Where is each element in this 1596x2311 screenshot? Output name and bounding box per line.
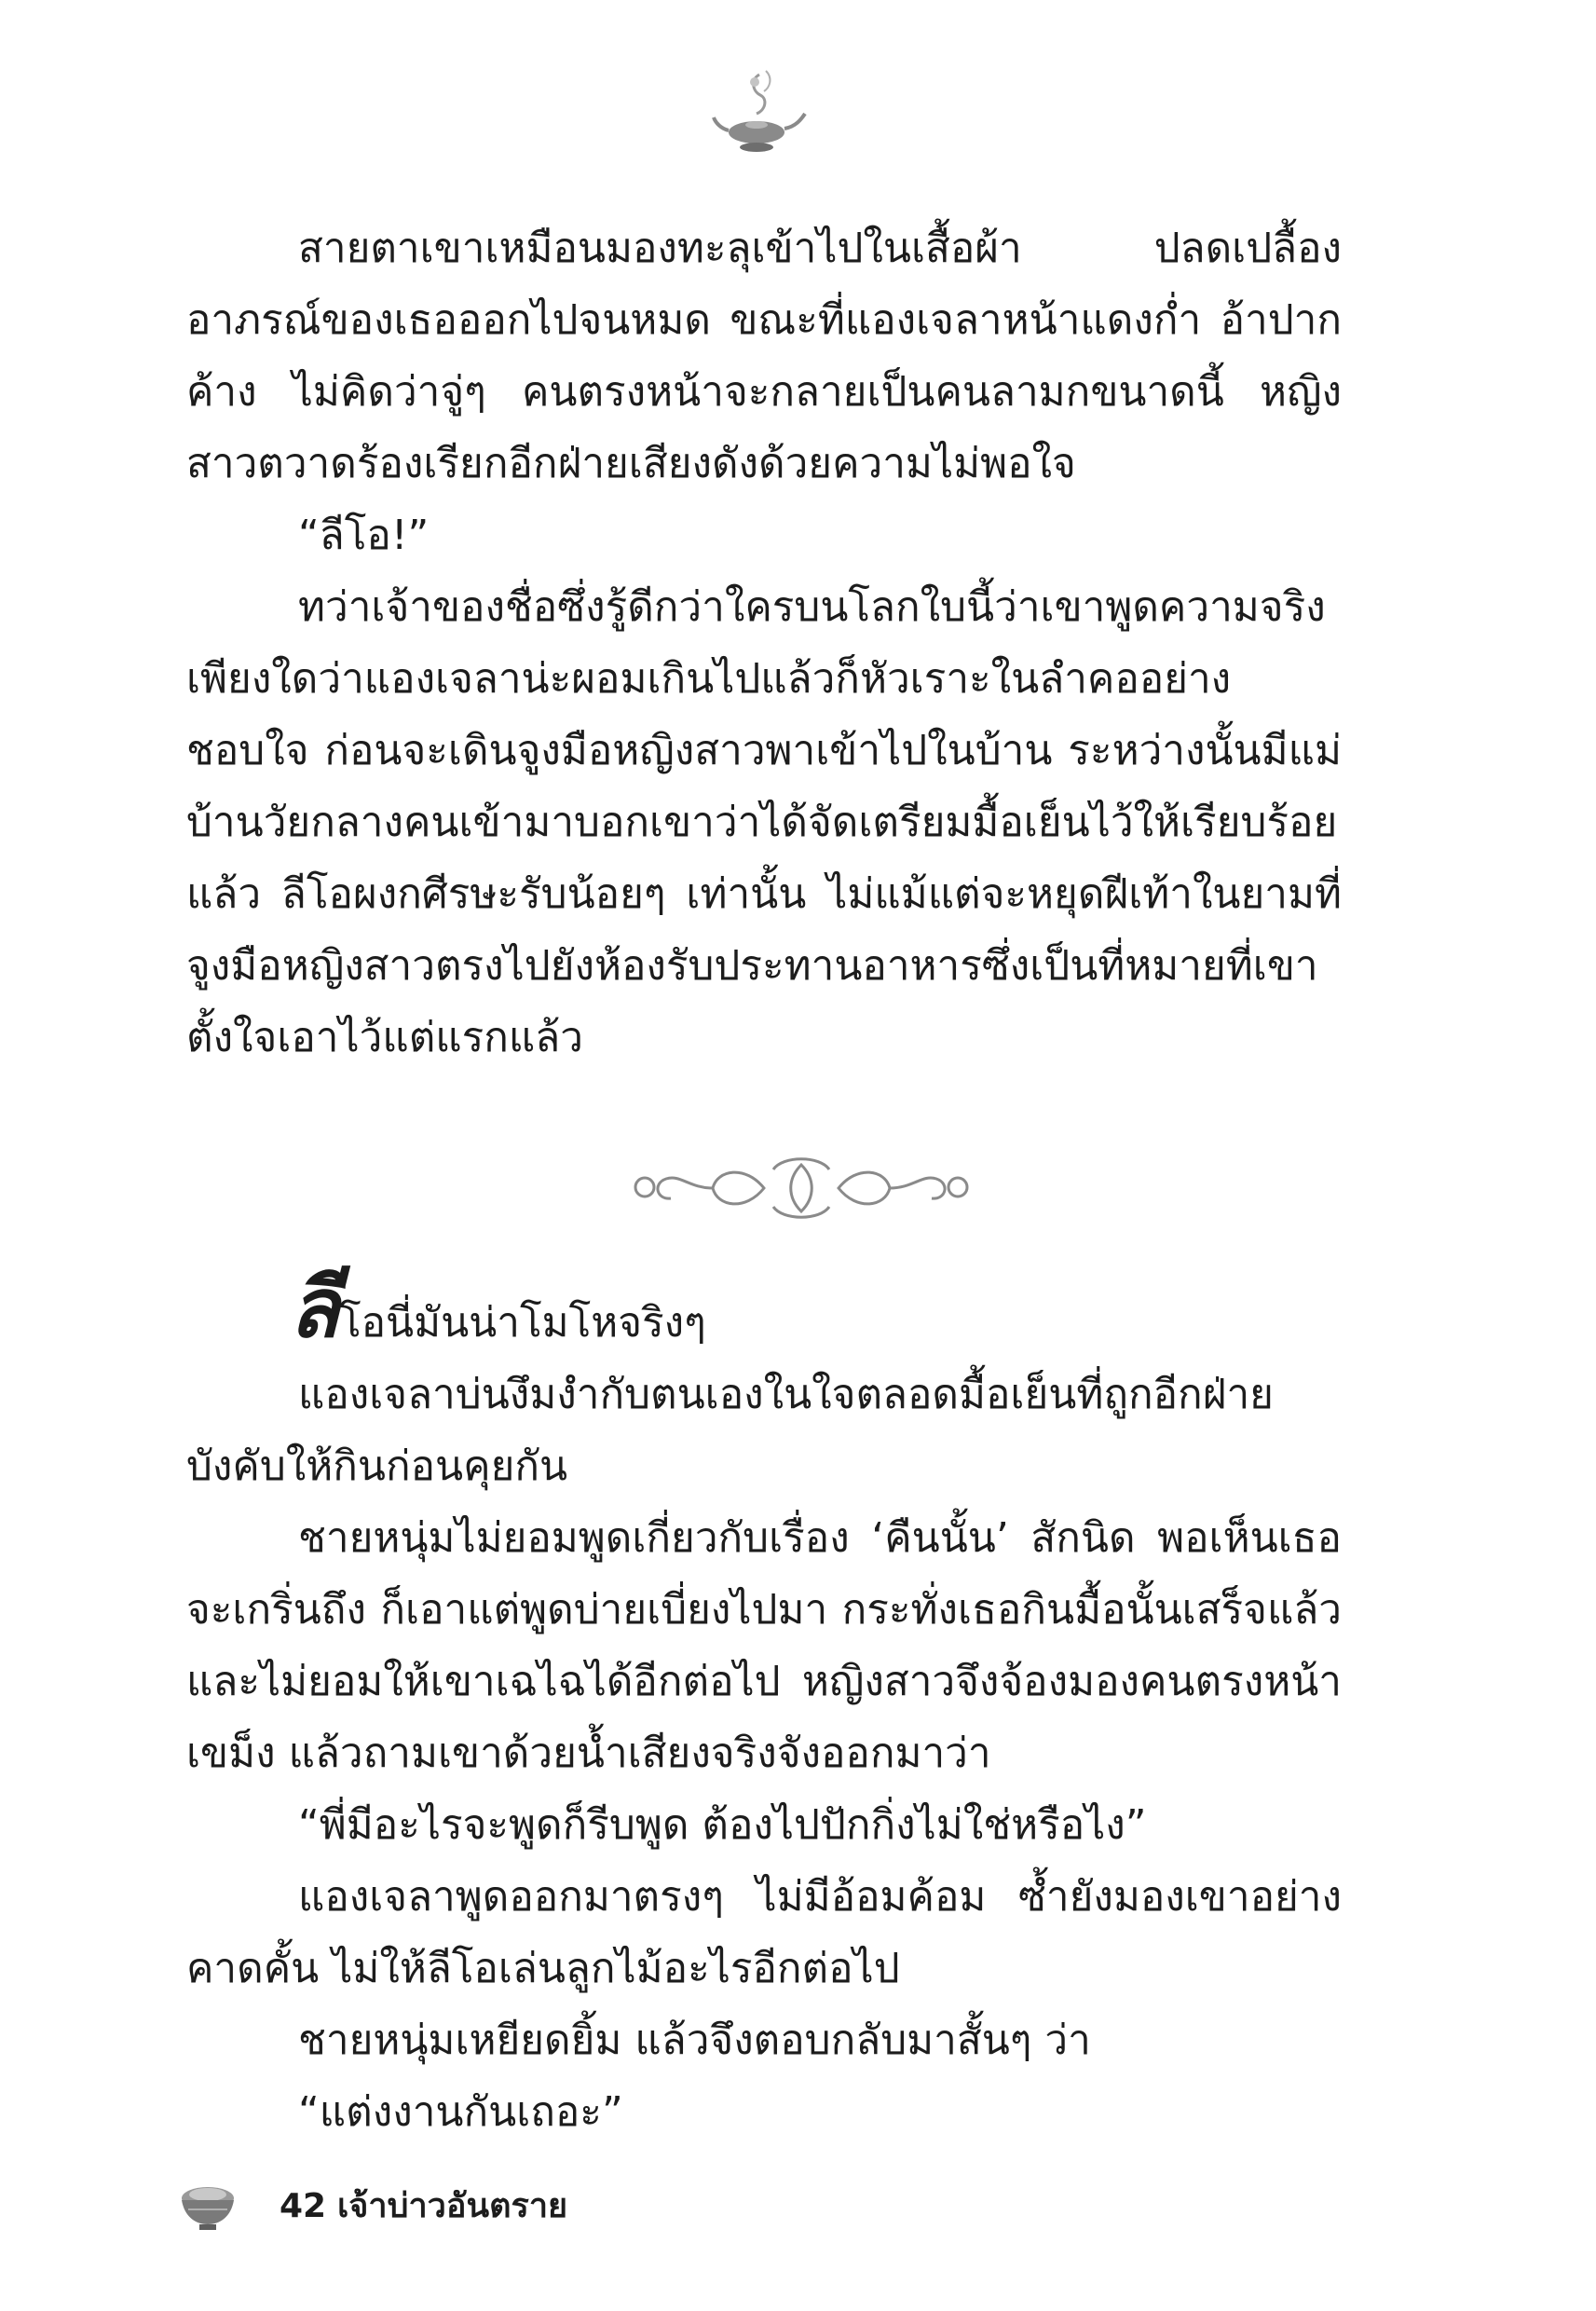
- bowl-icon: [177, 2176, 239, 2237]
- page-number: 42: [280, 2187, 327, 2225]
- body-text-block-1: [186, 212, 1342, 1073]
- drop-cap: ลี: [289, 1260, 339, 1356]
- floral-divider-icon: [615, 1146, 988, 1230]
- dialogue-line: “ลีโอ!”: [298, 512, 430, 559]
- paragraph: แองเจลาพูดออกมาตรงๆ ไม่มีอ้อมค้อม ซ้ำยังมองเขาอย่างคาดคั้น ไม่ให้ลีโอเล่นลูกไม้อะไรอีกต่อไป: [186, 1873, 1342, 1992]
- opening-text: โอนี่มันน่าโมโหจริงๆ: [338, 1299, 706, 1347]
- book-title: เจ้าบ่าวอันตราย: [337, 2187, 568, 2225]
- paragraph: ชายหนุ่มไม่ยอมพูดเกี่ยวกับเรื่อง ‘คืนนั้น’ สักนิด พอเห็นเธอจะเกริ่นถึง ก็เอาแต่พูดบ่ายเบี่ยงไปมา กระทั่งเธอกินมื้อนั้นเสร็จแล้ว และไม่ยอมให้เขาเฉไฉได้อีกต่อไป หญิงสาวจึงจ้องมองคนตรงหน้าเขม็ง แล้วถามเขาด้วยน้ำเสียงจริงจังออกมาว่า: [186, 1514, 1342, 1777]
- paragraph: ชายหนุ่มเหยียดยิ้ม แล้วจึงตอบกลับมาสั้นๆ ว่า: [298, 2017, 1091, 2064]
- section-opening-line: [186, 1260, 1342, 1359]
- page-footer: [177, 2176, 829, 2241]
- body-text-block-2: [186, 1260, 1342, 2148]
- paragraph: สายตาเขาเหมือนมองทะลุเข้าไปในเสื้อผ้า ปลดเปลื้องอาภรณ์ของเธอออกไปจนหมด ขณะที่แองเจลาหน้าแดงก่ำ อ้าปากค้าง ไม่คิดว่าจู่ๆ คนตรงหน้าจะกลายเป็นคนลามกขนาดนี้ หญิงสาวตวาดร้องเรียกอีกฝ่ายเสียงดังด้วยความไม่พอใจ: [186, 225, 1342, 487]
- dialogue-line: “แต่งงานกันเถอะ”: [298, 2088, 623, 2136]
- paragraph: ทว่าเจ้าของชื่อซึ่งรู้ดีกว่าใครบนโลกใบนี้ว่าเขาพูดความจริงเพียงใดว่าแองเจลาน่ะผอมเกินไปแล้วก็หัวเราะในลำคออย่างชอบใจ ก่อนจะเดินจูงมือหญิงสาวพาเข้าไปในบ้าน ระหว่างนั้นมีแม่บ้านวัยกลางคนเข้ามาบอกเขาว่าได้จัดเตรียมมื้อเย็นไว้ให้เรียบร้อยแล้ว ลีโอผงกศีรษะรับน้อยๆ เท่านั้น ไม่แม้แต่จะหยุดฝีเท้าในยามที่จูงมือหญิงสาวตรงไปยังห้องรับประทานอาหารซึ่งเป็นที่หมายที่เขาตั้งใจเอาไว้แต่แรกแล้ว: [186, 583, 1342, 1061]
- paragraph: แองเจลาบ่นงึมงำกับตนเองในใจตลอดมื้อเย็นที่ถูกอีกฝ่ายบังคับให้กินก่อนคุยกัน: [186, 1371, 1274, 1490]
- genie-lamp-icon: [708, 63, 811, 166]
- dialogue-line: “พี่มีอะไรจะพูดก็รีบพูด ต้องไปปักกิ่งไม่ใช่หรือไง”: [298, 1801, 1147, 1849]
